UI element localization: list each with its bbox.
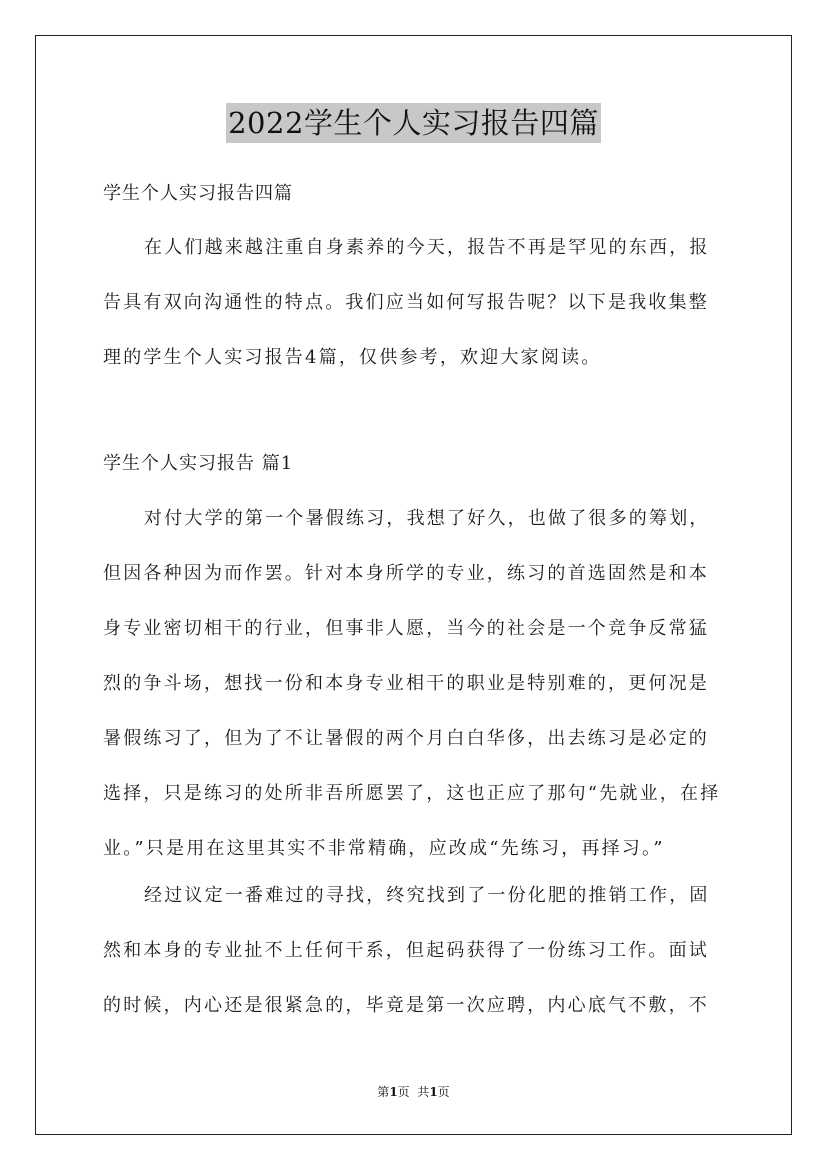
document-subtitle: 学生个人实习报告四篇 bbox=[103, 183, 293, 204]
document-title: 2022学生个人实习报告四篇 bbox=[226, 103, 601, 143]
footer-page-number: 1 bbox=[389, 1085, 398, 1099]
intro-paragraph: 在人们越来越注重自身素养的今天，报告不再是罕见的东西，报告具有双向沟通性的特点。我们应当如何写报告呢？以下是我收集整理的学生个人实习报告4篇，仅供参考，欢迎大家阅读。 bbox=[103, 237, 710, 368]
body-paragraph-1: 对付大学的第一个暑假练习，我想了好久，也做了很多的筹划，但因各种因为而作罢。针对本身所学的专业，练习的首选固然是和本身专业密切相干的行业，但事非人愿，当今的社会是一个竞争反常猛烈的争斗场，想找一份和本身专业相干的职业是特别难的，更何况是暑假练习了，但为了不让暑假的两个月白白华侈，出去练习是必定的选择，只是练习的处所非吾所愿罢了，这也正应了那句“先就业，在择业。”只是用在这里其实不非常精确，应改成“先练习，再择习。” bbox=[103, 508, 721, 859]
page-footer bbox=[0, 1083, 827, 1101]
footer-page-mid: 页 共 bbox=[397, 1085, 430, 1099]
section-heading: 学生个人实习报告 篇1 bbox=[103, 453, 294, 474]
title-container bbox=[0, 103, 827, 143]
footer-page-suffix: 页 bbox=[437, 1085, 450, 1099]
body-paragraph-2: 经过议定一番难过的寻找，终究找到了一份化肥的推销工作，固然和本身的专业扯不上任何干系，但起码获得了一份练习工作。面试的时候，内心还是很紧急的，毕竟是第一次应聘，内心底气不敷，不 bbox=[103, 885, 710, 1016]
footer-page-prefix: 第 bbox=[377, 1085, 390, 1099]
footer-total-pages: 1 bbox=[429, 1085, 438, 1099]
